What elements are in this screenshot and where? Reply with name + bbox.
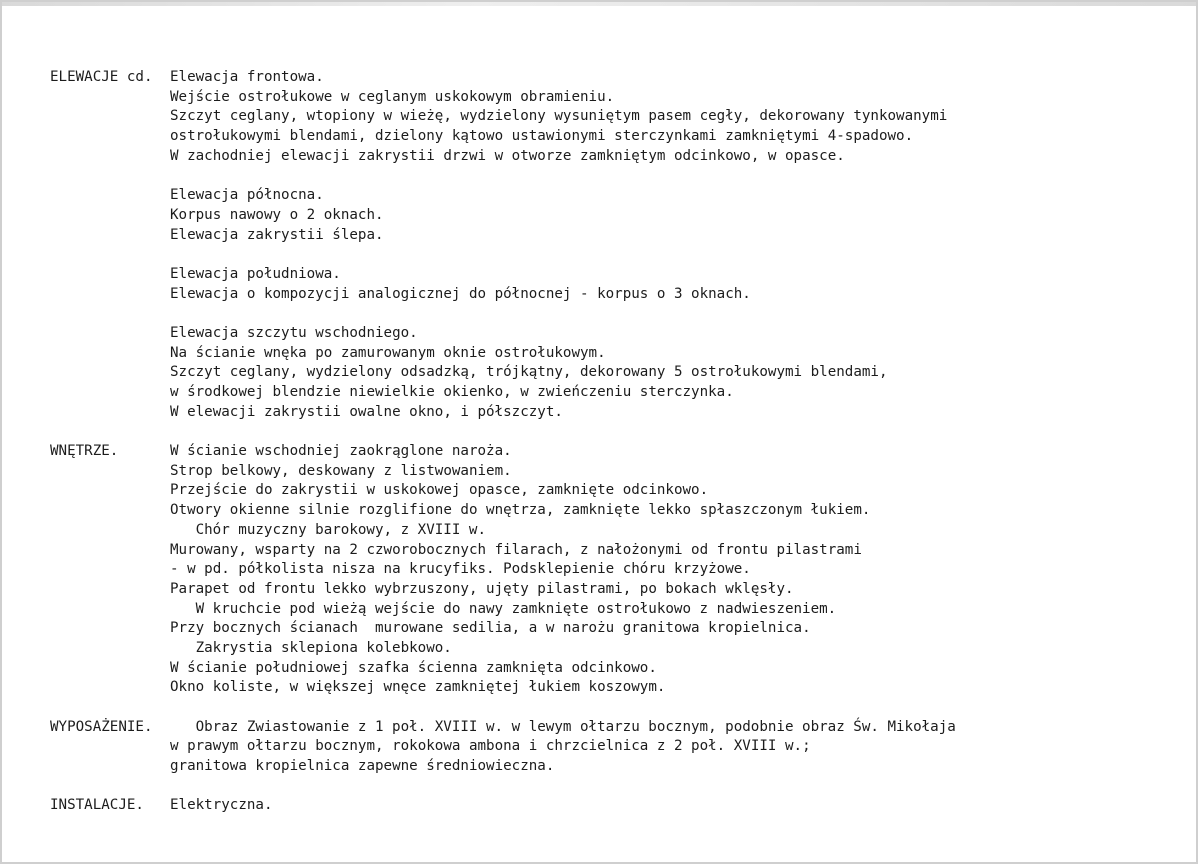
body-line: Na ścianie wnęka po zamurowanym oknie ostrołukowym. [170,344,606,361]
body-line: w środkowej blendzie niewielkie okienko, w zwieńczeniu sterczynka. [170,384,734,400]
body-line: Wejście ostrołukowe w ceglanym uskokowym obramieniu. [170,88,615,105]
body-line: W ścianie południowej szafka ścienna zamknięta odcinkowo. [170,659,657,676]
body-line: W zachodniej elewacji zakrystii drzwi w otworze zamkniętym odcinkowo, w opasce. [170,147,845,164]
body-line: Elewacja południowa. [170,265,341,282]
body-line: Strop belkowy, deskowany z listwowaniem. [170,462,512,479]
body-line: Okno koliste, w większej wnęce zamkniętej łukiem koszowym. [170,679,666,696]
body-line: Zakrystia sklepiona kolebkowo. [195,639,452,656]
body-line: Elewacja frontowa. [170,69,324,85]
section-heading: WNĘTRZE. [50,443,119,460]
body-line: Przy bocznych ścianach murowane sedilia, a w narożu granitowa kropielnica. [170,620,811,637]
body-line: Murowany, wsparty na 2 czworobocznych filarach, z nałożonymi od frontu pilastrami [170,541,862,558]
body-line: Elewacja szczytu wschodniego. [170,324,418,341]
body-line: W kruchcie pod wieżą wejście do nawy zamknięte ostrołukowo z nadwieszeniem. [195,600,837,617]
body-line: W elewacji zakrystii owalne okno, i półszczyt. [170,403,563,420]
body-line: Elewacja północna. [170,187,324,204]
body-line: Korpus nawowy o 2 oknach. [170,206,384,223]
body-line: Elektryczna. [170,797,273,814]
section-heading: ELEWACJE cd. [50,69,153,85]
body-line: Parapet od frontu lekko wybrzuszony, ujęty pilastrami, po bokach wklęsły. [170,580,794,597]
body-line: ostrołukowymi blendami, dzielony kątowo ustawionymi sterczynkami zamkniętymi 4-spadowo. [170,128,914,145]
body-line: Szczyt ceglany, wydzielony odsadzką, trójkątny, dekorowany 5 ostrołukowymi blendami, [170,364,888,381]
body-line: Otwory okienne silnie rozglifione do wnętrza, zamknięte lekko spłaszczonym łukiem. [170,502,871,519]
section-heading: WYPOSAŻENIE. [50,718,153,735]
section-heading: INSTALACJE. [50,797,144,814]
body-line: Elewacja zakrystii ślepa. [170,226,384,243]
body-line: Szczyt ceglany, wtopiony w wieżę, wydzielony wysuniętym pasem cegły, dekorowany tynkowanymi [170,108,948,125]
scan-edge [2,2,1196,6]
body-line: W ścianie wschodniej zaokrąglone naroża. [170,443,512,460]
body-line: granitowa kropielnica zapewne średniowieczna. [170,758,555,775]
body-line: Chór muzyczny barokowy, z XVIII w. [195,521,486,538]
body-line: Przejście do zakrystii w uskokowej opasce, zamknięte odcinkowo. [170,482,709,499]
body-line: Elewacja o kompozycji analogicznej do północnej - korpus o 3 oknach. [170,285,751,302]
body-line: - w pd. półkolista nisza na krucyfiks. Podsklepienie chóru krzyżowe. [170,561,751,578]
body-line: w prawym ołtarzu bocznym, rokokowa ambona i chrzcielnica z 2 poł. XVIII w.; [170,738,811,755]
body-line: Obraz Zwiastowanie z 1 poł. XVIII w. w lewym ołtarzu bocznym, podobnie obraz Św. Mikołaja [195,718,956,735]
